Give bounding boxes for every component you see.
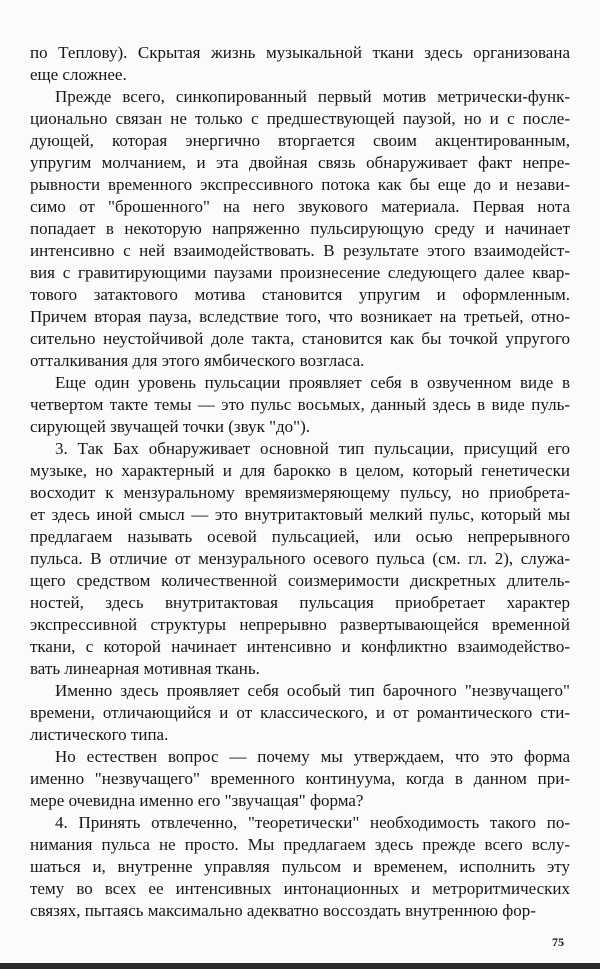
text-line: пульса. В отличие от мензурального осевого пульса (см. гл. 2), служа- xyxy=(30,549,570,568)
text-line: предлагаем называть осевой пульсацией, или осью непрерывного xyxy=(30,527,570,546)
text-line: Еще один уровень пульсации проявляет себя в озвученном виде в xyxy=(55,373,570,392)
text-line: Именно здесь проявляет себя особый тип барочного "незвучащего" xyxy=(55,681,570,700)
text-line: связях, пытаясь максимально адекватно воссоздать внутреннюю фор- xyxy=(30,901,536,920)
text-line: дующей, которая энергично вторгается своим акцентированным, xyxy=(30,131,570,150)
text-line: еще сложнее. xyxy=(30,65,127,84)
text-line: интенсивно с ней взаимодействовать. В результате этого взаимодейст- xyxy=(30,241,570,260)
text-line: именно "незвучащего" временного континуума, когда в данном при- xyxy=(30,769,570,788)
text-line: щего средством количественной соизмеримости дискретных длитель- xyxy=(30,571,570,590)
text-line: 4. Принять отвлеченно, "теоретически" необходимость такого по- xyxy=(55,813,570,832)
text-line: попадает в некоторую напряженно пульсирующую среду и начинает xyxy=(30,219,570,238)
text-line: Прежде всего, синкопированный первый мотив метрически-функ- xyxy=(55,87,570,106)
text-line: листического типа. xyxy=(30,725,169,744)
text-line: отталкивания для этого ямбического возгласа. xyxy=(30,351,365,370)
page-number: 75 xyxy=(552,935,564,949)
paragraph xyxy=(30,42,570,86)
text-line: тового затактового мотива становится упругим и оформленным. xyxy=(30,285,570,304)
text-line: мере очевидна именно его "звучащая" форма? xyxy=(30,791,364,810)
paragraph xyxy=(30,86,570,372)
text-line: ционально связан не только с предшествующей паузой, но и с после- xyxy=(30,109,570,128)
paragraph xyxy=(30,438,570,680)
text-line: симо от "брошенного" на него звукового материала. Первая нота xyxy=(30,197,570,216)
paragraph xyxy=(30,680,570,746)
paragraph xyxy=(30,372,570,438)
text-line: рывности временного экспрессивного потока как бы еще до и незави- xyxy=(30,175,570,194)
text-line: времени, отличающийся и от классического, и от романтического сти- xyxy=(30,703,570,722)
text-line: вать линеарная мотивная ткань. xyxy=(30,659,260,678)
text-line: ностей, здесь внутритактовая пульсация приобретает характер xyxy=(30,593,570,612)
text-line: сирующей звучащей точки (звук "до"). xyxy=(30,417,311,436)
text-line: упругим молчанием, и эта двойная связь обнаруживает факт непре- xyxy=(30,153,570,172)
paragraph xyxy=(30,812,570,922)
text-line: четвертом такте темы — это пульс восьмых, данный здесь в виде пуль- xyxy=(30,395,570,414)
text-line: музыке, но характерный и для барокко в целом, который генетически xyxy=(30,461,570,480)
text-line: по Теплову). Скрытая жизнь музыкальной ткани здесь организована xyxy=(30,43,570,62)
text-line: сительно неустойчивой доле такта, становится как бы точкой упругого xyxy=(30,329,570,348)
text-line: Причем вторая пауза, вследствие того, что возникает на третьей, отно- xyxy=(30,307,570,326)
text-line: шаться и, внутренне управляя пульсом и временем, исполнить эту xyxy=(30,857,570,876)
text-line: тему во всех ее интенсивных интонационных и метроритмических xyxy=(30,879,570,898)
text-line: ет здесь иной смысл — это внутритактовый мелкий пульс, который мы xyxy=(30,505,570,524)
text-line: экспрессивной структуры непрерывно развертывающейся временной xyxy=(30,615,570,634)
scan-bottom-edge xyxy=(0,963,600,969)
text-line: восходит к мензуральному времяизмеряющему пульсу, но приобрета- xyxy=(30,483,570,502)
text-line: ткани, с которой начинает интенсивно и конфликтно взаимодейство- xyxy=(30,637,570,656)
page-body-text xyxy=(30,42,570,922)
text-line: нимания пульса не просто. Мы предлагаем здесь прежде всего вслу- xyxy=(30,835,570,854)
text-line: Но естествен вопрос — почему мы утверждаем, что это форма xyxy=(55,747,570,766)
text-line: 3. Так Бах обнаруживает основной тип пульсации, присущий его xyxy=(55,439,570,458)
paragraph xyxy=(30,746,570,812)
text-line: вия с гравитирующими паузами произнесение следующего далее квар- xyxy=(30,263,570,282)
